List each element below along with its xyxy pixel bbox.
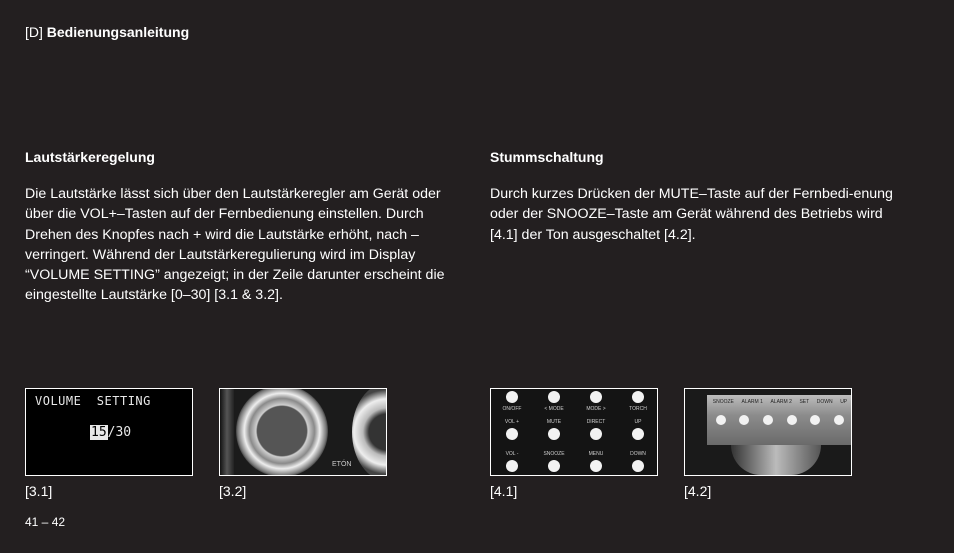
remote-key (578, 419, 614, 440)
device-key-label: ALARM 2 (770, 399, 792, 405)
caption-3-2: [3.2] (219, 483, 247, 499)
section-body-volume: Die Lautstärke lässt sich über den Lautstärkeregler am Gerät oder über die VOL+–Tasten auf der Fernbedienung einstellen. Durch Drehen des Knopfes nach + wird die Lautstärke erhöht, nach – verringert. Während der Lautstärkeregulierung wird im Display “VOLUME SETTING” angezeigt; in der Zeile darunter erscheint die eingestellte Lautstärke [0–30] [3.1 & 3.2]. (25, 186, 445, 304)
remote-button-icon (548, 428, 560, 440)
device-button-icon (763, 415, 773, 425)
remote-key (494, 391, 530, 412)
caption-3-1: [3.1] (25, 483, 53, 499)
lcd-line-2 (90, 425, 131, 440)
remote-button-icon (506, 460, 518, 472)
device-button-icon (716, 415, 726, 425)
lcd-volume-value: 15 (91, 425, 107, 440)
section-heading-mute: Stummschaltung (490, 149, 604, 165)
remote-key-label: SNOOZE (543, 451, 565, 457)
remote-key (578, 391, 614, 412)
remote-button-icon (548, 460, 560, 472)
language-tag: [D] (25, 24, 43, 40)
page-header (25, 24, 189, 40)
remote-button-icon (632, 428, 644, 440)
remote-button-icon (548, 391, 560, 403)
remote-row-1 (491, 391, 658, 412)
tuning-knob-icon (352, 388, 387, 476)
device-edge (220, 389, 234, 476)
remote-key-label: VOL - (505, 451, 519, 457)
remote-key-label: TORCH (629, 406, 647, 412)
remote-key (536, 451, 572, 472)
figure-lcd-volume (25, 388, 193, 476)
document-title: Bedienungsanleitung (46, 24, 190, 40)
device-key-label: SET (799, 399, 810, 405)
device-base (731, 445, 821, 475)
section-mute (490, 149, 900, 245)
remote-key-label: VOL + (504, 419, 520, 425)
lcd-line-1: VOLUME SETTING (35, 394, 151, 408)
remote-key-label: DOWN (630, 451, 646, 457)
remote-key (494, 451, 530, 472)
remote-key-label: MODE > (586, 406, 606, 412)
remote-key-label: UP (634, 419, 642, 425)
remote-button-icon (632, 391, 644, 403)
remote-key-label: MENU (588, 451, 604, 457)
remote-button-icon (506, 428, 518, 440)
figure-device-top (684, 388, 852, 476)
remote-key (536, 391, 572, 412)
section-body-mute: Durch kurzes Drücken der MUTE–Taste auf der Fernbedi-enung oder der SNOOZE–Taste am Gerät während des Betriebs wird [4.1] der Ton ausgeschaltet [4.2]. (490, 186, 893, 243)
remote-key (578, 451, 614, 472)
remote-button-icon (590, 460, 602, 472)
remote-row-2 (491, 419, 658, 440)
figure-remote-control (490, 388, 658, 476)
remote-key (620, 451, 656, 472)
device-button-icon (810, 415, 820, 425)
section-volume (25, 149, 460, 306)
remote-row-3 (491, 451, 658, 472)
remote-key-label: ON/OFF (502, 406, 522, 412)
lcd-volume-max: /30 (107, 425, 132, 440)
remote-key-label: MUTE (546, 419, 562, 425)
remote-key-label: < MODE (544, 406, 564, 412)
remote-key (536, 419, 572, 440)
device-key-label: ALARM 1 (741, 399, 763, 405)
device-button-icon (739, 415, 749, 425)
remote-button-icon (632, 460, 644, 472)
remote-button-icon (590, 428, 602, 440)
device-button-labels (709, 399, 851, 405)
section-heading-volume: Lautstärkeregelung (25, 149, 155, 165)
remote-button-icon (506, 391, 518, 403)
volume-knob-icon (236, 388, 328, 476)
remote-key-label: DIRECT (586, 419, 606, 425)
device-key-label: SNOOZE (712, 399, 734, 405)
device-button-icon (834, 415, 844, 425)
remote-key (620, 391, 656, 412)
caption-4-2: [4.2] (684, 483, 712, 499)
device-button-icon (787, 415, 797, 425)
remote-button-icon (590, 391, 602, 403)
device-buttons (709, 415, 851, 425)
figure-volume-knob (219, 388, 387, 476)
device-key-label: UP (840, 399, 848, 405)
remote-key (620, 419, 656, 440)
brand-logo: ETÓN (332, 461, 352, 468)
page-number: 41 – 42 (25, 515, 66, 529)
remote-key (494, 419, 530, 440)
device-key-label: DOWN (816, 399, 833, 405)
caption-4-1: [4.1] (490, 483, 518, 499)
